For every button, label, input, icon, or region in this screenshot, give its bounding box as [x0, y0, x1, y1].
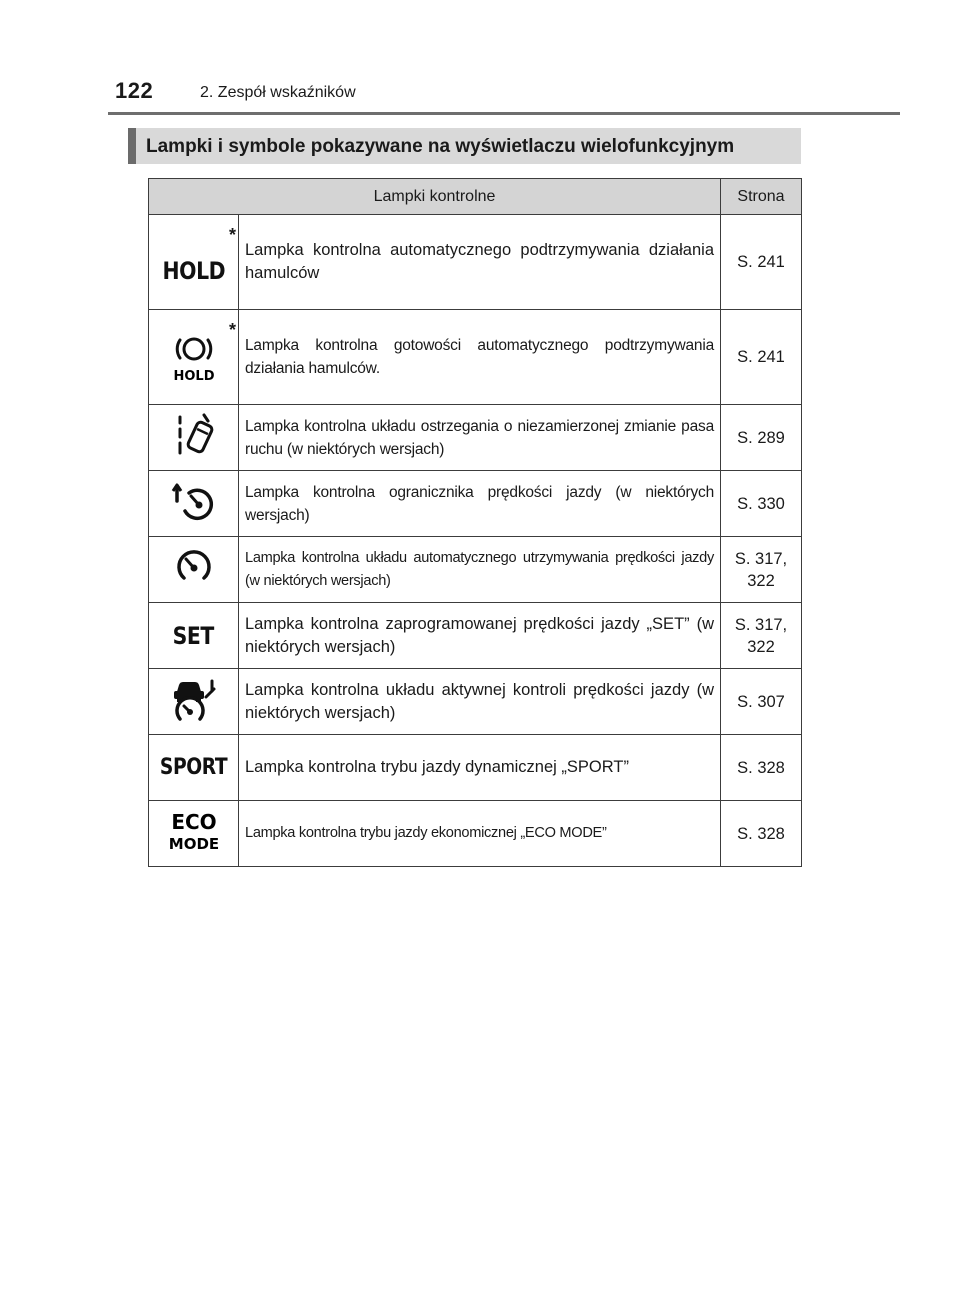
- section-heading: [128, 128, 801, 164]
- hold-icon: HOLD: [162, 257, 225, 285]
- description: Lampka kontrolna trybu jazdy ekonomicznej „ECO MODE”: [239, 801, 721, 867]
- page-number: 122: [115, 78, 154, 103]
- page-reference: S. 328: [721, 735, 802, 801]
- eco-mode-icon: [166, 809, 222, 858]
- table-row: [149, 405, 802, 471]
- indicator-table: [148, 178, 802, 867]
- set-icon: SET: [172, 621, 215, 650]
- table-row: [149, 537, 802, 603]
- page-reference: S. 317, 322: [721, 603, 802, 669]
- header-divider: [108, 112, 900, 115]
- table-row: [149, 735, 802, 801]
- brake-hold-standby-label: HOLD: [172, 368, 215, 384]
- column-header-indicators: Lampki kontrolne: [149, 179, 721, 215]
- sport-mode-icon: SPORT: [159, 755, 228, 780]
- description: Lampka kontrolna układu ostrzegania o niezamierzonej zmianie pasa ruchu (w niektórych wersjach): [239, 405, 721, 471]
- page-reference: S. 307: [721, 669, 802, 735]
- table-row: [149, 603, 802, 669]
- description: Lampka kontrolna trybu jazdy dynamicznej „SPORT”: [239, 735, 721, 801]
- eco-mode-label-mode: MODE: [168, 835, 219, 853]
- icon-cell: [149, 310, 239, 405]
- cruise-control-icon: [174, 548, 214, 591]
- table-row: [149, 310, 802, 405]
- table-row: [149, 669, 802, 735]
- icon-cell: [149, 801, 239, 867]
- icon-cell: [149, 735, 239, 801]
- description: Lampka kontrolna ogranicznika prędkości jazdy (w niektórych wersjach): [239, 471, 721, 537]
- asterisk: *: [228, 225, 236, 245]
- section-heading-bar: [128, 128, 136, 164]
- page-reference: S. 330: [721, 471, 802, 537]
- section-title: 2. Zespół wskaźników: [200, 84, 356, 101]
- description: Lampka kontrolna układu automatycznego utrzymywania prędkości jazdy (w niektórych wersjach): [239, 537, 721, 603]
- asterisk: *: [228, 320, 236, 340]
- description: Lampka kontrolna automatycznego podtrzymywania działania hamulców: [239, 215, 721, 310]
- radar-cruise-icon: [168, 677, 220, 726]
- speed-limiter-icon: [171, 481, 217, 526]
- page-reference: S. 289: [721, 405, 802, 471]
- lane-departure-icon: [174, 413, 214, 462]
- page-reference: S. 241: [721, 310, 802, 405]
- icon-cell: [149, 471, 239, 537]
- table-row: [149, 471, 802, 537]
- column-header-page: Strona: [721, 179, 802, 215]
- icon-cell: [149, 669, 239, 735]
- brake-hold-standby-icon: [172, 334, 216, 389]
- table-row: [149, 215, 802, 310]
- eco-mode-label-eco: ECO: [170, 810, 217, 834]
- page-reference: S. 317, 322: [721, 537, 802, 603]
- page-header: [0, 0, 960, 115]
- description: Lampka kontrolna gotowości automatycznego podtrzymywania działania hamulców.: [239, 310, 721, 405]
- icon-cell: [149, 603, 239, 669]
- table-header-row: [149, 179, 802, 215]
- page-reference: S. 328: [721, 801, 802, 867]
- icon-cell: [149, 215, 239, 310]
- icon-cell: [149, 537, 239, 603]
- table-row: [149, 801, 802, 867]
- section-heading-label: Lampki i symbole pokazywane na wyświetlaczu wielofunkcyjnym: [146, 136, 735, 157]
- description: Lampka kontrolna zaprogramowanej prędkości jazdy „SET” (w niektórych wersjach): [239, 603, 721, 669]
- page-reference: S. 241: [721, 215, 802, 310]
- icon-cell: [149, 405, 239, 471]
- description: Lampka kontrolna układu aktywnej kontroli prędkości jazdy (w niektórych wersjach): [239, 669, 721, 735]
